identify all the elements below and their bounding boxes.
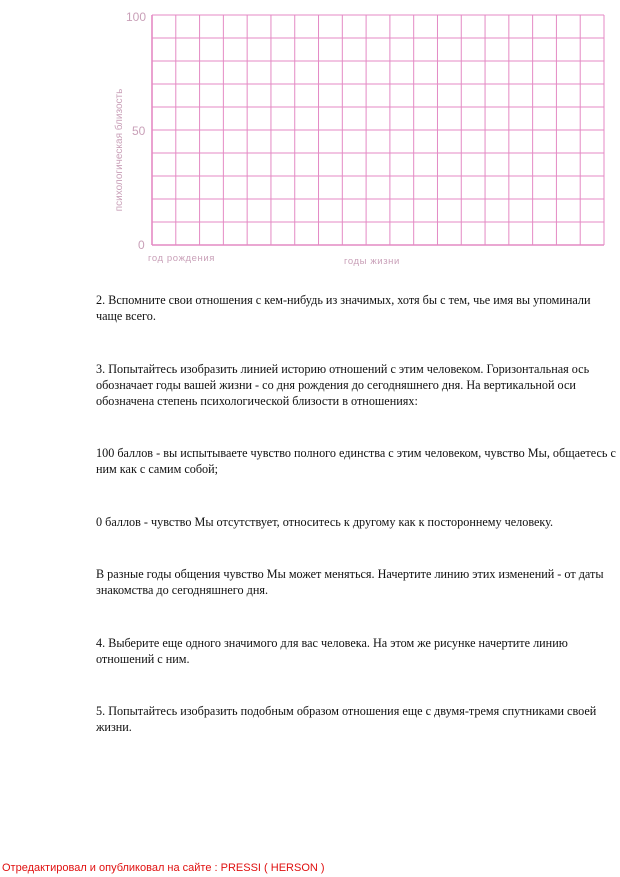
paragraph-0-points: 0 баллов - чувство Мы отсутствует, относитесь к другому как к постороннему человеку. bbox=[96, 515, 554, 529]
paragraph-100-points: 100 баллов - вы испытываете чувство полного единства с этим человеком, чувство Мы, общаетесь с ним как с самим собой; bbox=[96, 446, 616, 476]
x-label-birth-year: год рождения bbox=[148, 253, 216, 264]
footer-credit: Отредактировал и опубликовал на сайте : PRESSI ( HERSON ) bbox=[2, 862, 325, 874]
y-tick-100: 100 bbox=[126, 10, 147, 24]
y-tick-50: 50 bbox=[132, 124, 146, 138]
grid-svg bbox=[110, 5, 620, 270]
y-axis-label: психологическая близость bbox=[114, 88, 125, 212]
y-tick-0: 0 bbox=[138, 238, 145, 252]
paragraph-step-4: 4. Выберите еще одного значимого для вас человека. На этом же рисунке начертите линию отношений с ним. bbox=[96, 636, 568, 666]
paragraph-step-3: 3. Попытайтесь изобразить линией историю отношений с этим человеком. Горизонтальная ось обозначает годы вашей жизни - со дня рождения до сегодняшнего дня. На вертикальной оси обозначена степень психологической близости в отношениях: bbox=[96, 362, 590, 408]
paragraph-step-2: 2. Вспомните свои отношения с кем-нибудь из значимых, хотя бы с тем, чье имя вы упоминали чаще всего. bbox=[96, 293, 591, 323]
paragraph-step-5: 5. Попытайтесь изобразить подобным образом отношения еще с двумя-тремя спутниками своей жизни. bbox=[96, 704, 597, 734]
x-label-years-of-life: годы жизни bbox=[344, 256, 400, 267]
grid-lines bbox=[152, 15, 604, 245]
closeness-grid-figure bbox=[110, 5, 620, 270]
paragraph-changes: В разные годы общения чувство Мы может меняться. Начертите линию этих изменений - от даты знакомства до сегодняшнего дня. bbox=[96, 567, 604, 597]
